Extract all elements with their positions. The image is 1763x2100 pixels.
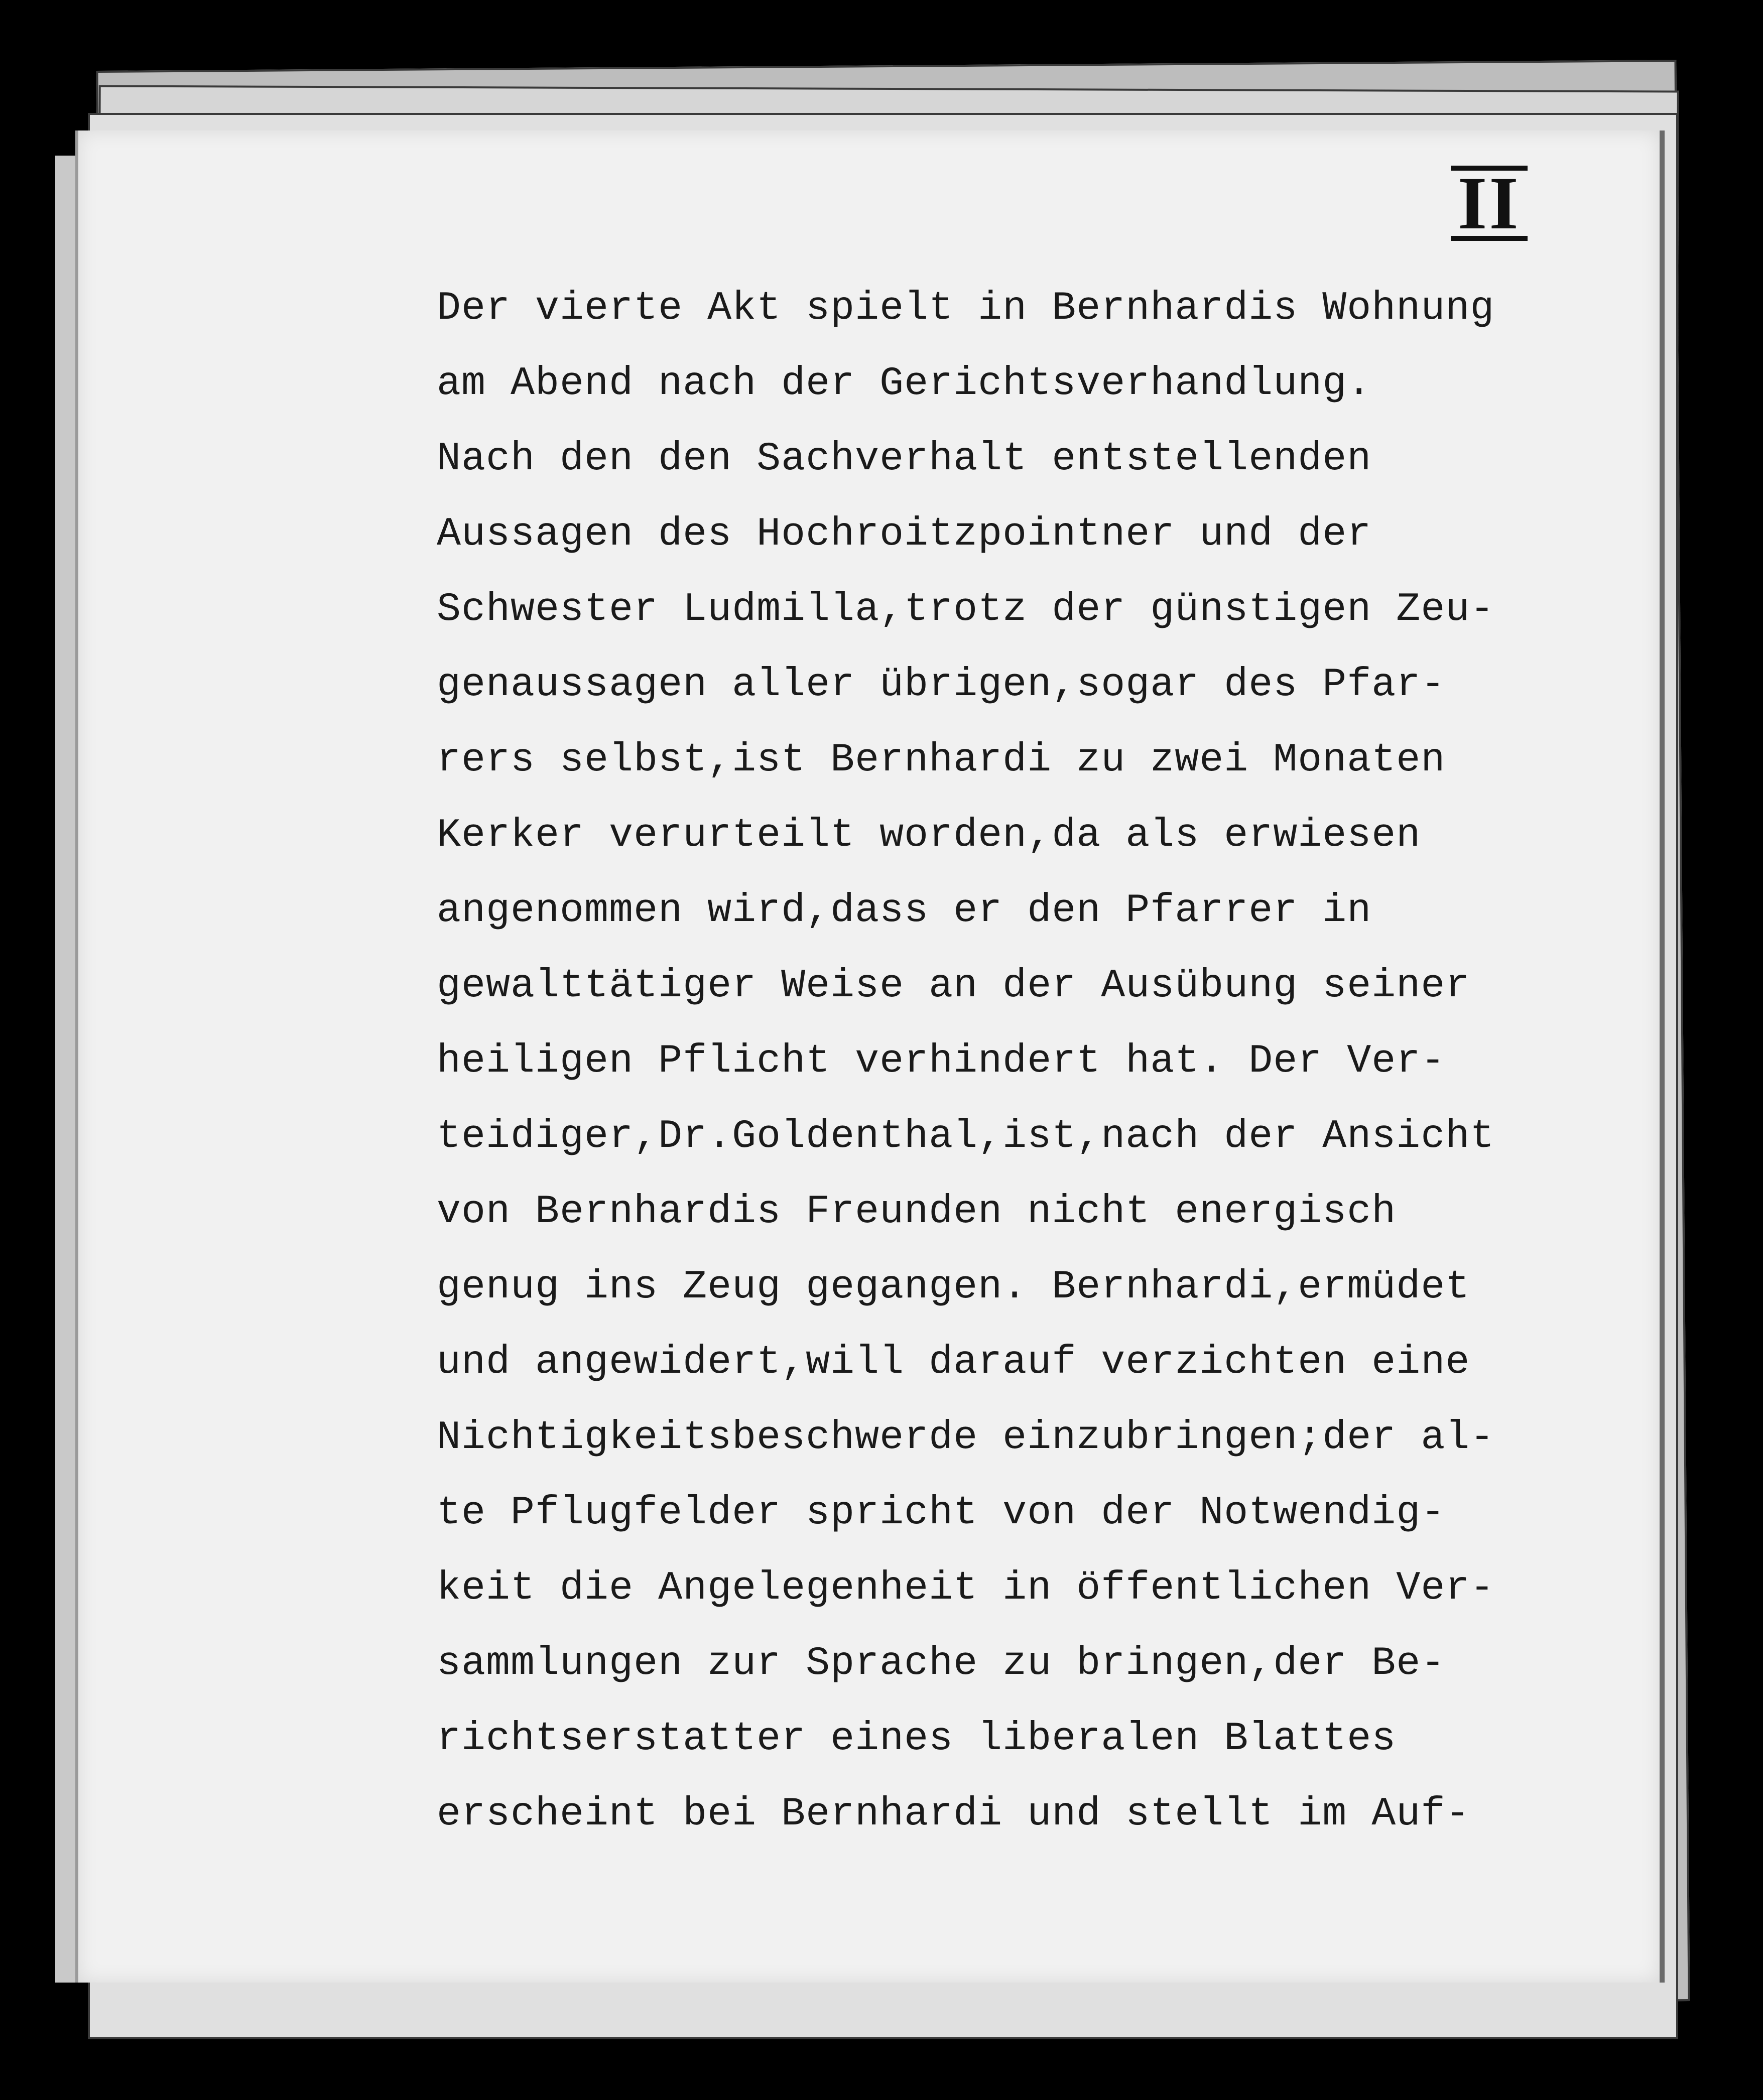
- text-line: angenommen wird,dass er den Pfarrer in: [437, 888, 1372, 934]
- text-line: teidiger,Dr.Goldenthal,ist,nach der Ansicht: [437, 1114, 1495, 1159]
- text-line: von Bernhardis Freunden nicht energisch: [437, 1189, 1397, 1235]
- text-line: genug ins Zeug gegangen. Bernhardi,ermüdet: [437, 1264, 1470, 1310]
- text-line: sammlungen zur Sprache zu bringen,der Be-: [437, 1641, 1446, 1686]
- text-line: und angewidert,will darauf verzichten eine: [437, 1340, 1470, 1385]
- text-line: Der vierte Akt spielt in Bernhardis Wohnung: [437, 286, 1495, 331]
- typed-text-block: [437, 271, 1606, 1852]
- text-line: Kerker verurteilt worden,da als erwiesen: [437, 813, 1421, 858]
- text-line: am Abend nach der Gerichtsverhandlung.: [437, 361, 1372, 407]
- text-line: keit die Angelegenheit in öffentlichen Ver-: [437, 1565, 1495, 1611]
- text-line: rers selbst,ist Bernhardi zu zwei Monaten: [437, 737, 1446, 783]
- page-number: II: [1451, 166, 1528, 241]
- text-line: Schwester Ludmilla,trotz der günstigen Zeu-: [437, 587, 1495, 632]
- text-line: Aussagen des Hochroitzpointner und der: [437, 511, 1372, 557]
- text-line: Nach den den Sachverhalt entstellenden: [437, 436, 1372, 482]
- text-line: genaussagen aller übrigen,sogar des Pfar-: [437, 662, 1446, 708]
- text-line: gewalttätiger Weise an der Ausübung seiner: [437, 963, 1470, 1009]
- text-line: te Pflugfelder spricht von der Notwendig-: [437, 1490, 1446, 1536]
- text-line: richtserstatter eines liberalen Blattes: [437, 1716, 1397, 1762]
- text-line: erscheint bei Bernhardi und stellt im Auf-: [437, 1791, 1470, 1837]
- text-line: heiligen Pflicht verhindert hat. Der Ver-: [437, 1038, 1446, 1084]
- text-line: Nichtigkeitsbeschwerde einzubringen;der al-: [437, 1415, 1495, 1461]
